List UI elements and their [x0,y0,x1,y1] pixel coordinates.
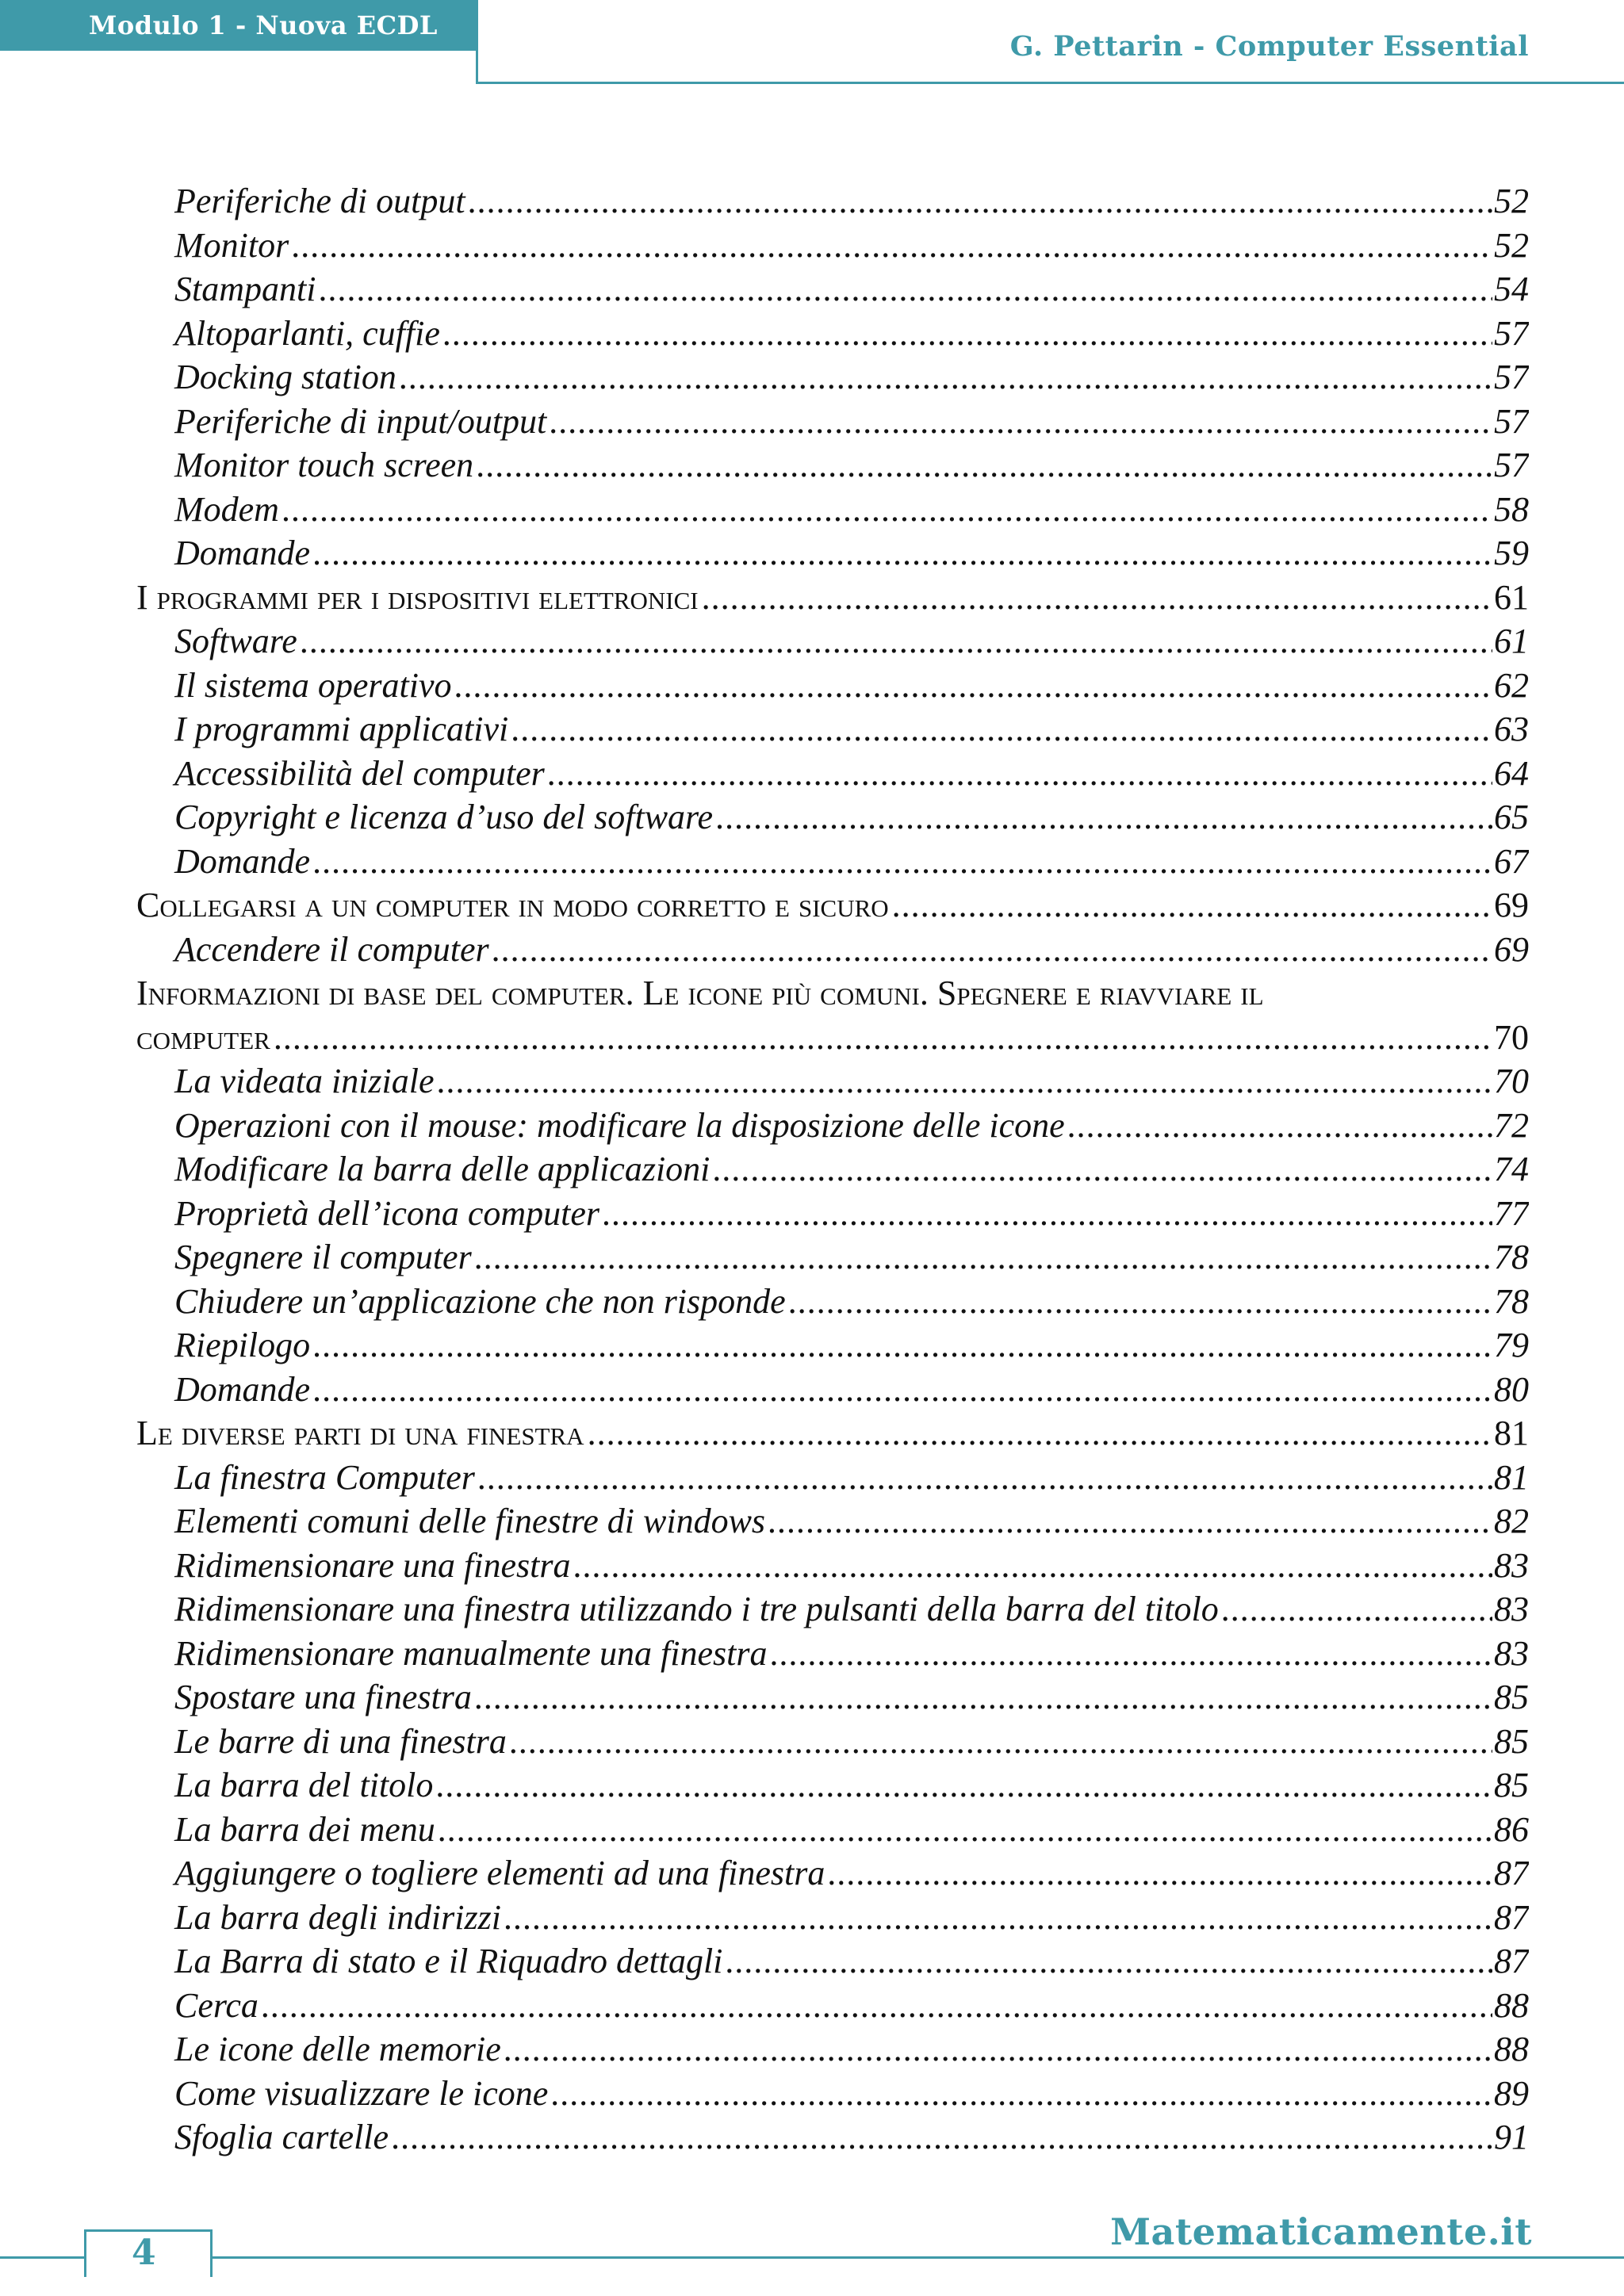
footer-divider [0,2256,1624,2259]
toc-subentry [136,795,1529,840]
toc-page-number: 88 [1494,2030,1529,2068]
toc-dot-leader [313,1368,1492,1412]
page-number: 4 [132,2233,156,2273]
toc-page-number: 57 [1494,446,1529,484]
toc-dot-leader [439,1808,1492,1852]
toc-section-entry [136,1016,1529,1060]
toc-dot-leader [455,664,1492,708]
toc-entry-title: Le icone delle memorie [174,2030,501,2068]
header-divider-vertical [476,0,478,84]
toc-entry-title: Copyright e licenza d’uso del software [174,798,714,836]
toc-page-number: 57 [1494,313,1529,353]
toc-dot-leader [713,1147,1492,1192]
toc-page-number: 87 [1494,1854,1529,1892]
toc-entry-title: Domande [174,1369,311,1409]
toc-page-number: 52 [1494,225,1529,265]
toc-page-number: 72 [1494,1105,1529,1145]
toc-entry-title: Chiudere un’applicazione che non risponde [174,1281,786,1321]
toc-subentry [136,1632,1529,1676]
toc-subentry [136,355,1529,400]
toc-page-number: 61 [1494,622,1529,660]
toc-entry-title: Domande [174,534,311,572]
toc-page-number: 85 [1494,1721,1529,1761]
toc-dot-leader [313,1323,1492,1368]
toc-page-number: 85 [1494,1766,1529,1804]
toc-dot-leader [282,488,1492,532]
toc-dot-leader [588,1411,1492,1456]
toc-page-number: 87 [1494,1942,1529,1980]
toc-section-entry [136,1411,1529,1456]
toc-subentry [136,1675,1529,1720]
toc-page-number: 58 [1494,489,1529,529]
toc-entry-title: Stampanti [174,270,316,308]
toc-page-number: 57 [1494,401,1529,441]
toc-page-number: 64 [1494,753,1529,793]
toc-entry-title: I programmi applicativi [174,710,509,748]
toc-subentry [136,1368,1529,1412]
toc-subentry [136,1720,1529,1764]
module-tab-label: Modulo 1 - Nuova ECDL [89,10,438,40]
toc-page-number: 57 [1494,358,1529,396]
toc-page-number: 85 [1494,1678,1529,1716]
toc-entry-title: La barra degli indirizzi [174,1897,501,1937]
toc-subentry [136,1763,1529,1808]
toc-subentry [136,2072,1529,2116]
toc-dot-leader [475,1235,1492,1280]
toc-page-number: 81 [1494,1414,1529,1452]
toc-subentry [136,752,1529,796]
toc-subentry [136,707,1529,752]
toc-page-number: 87 [1494,1897,1529,1937]
toc-entry-title: Accessibilità del computer [174,753,545,793]
toc-subentry [136,531,1529,576]
toc-subentry [136,2027,1529,2072]
toc-entry-title: La finestra Computer [174,1457,475,1497]
toc-page-number: 78 [1494,1281,1529,1321]
toc-entry-title: Ridimensionare una finestra [174,1545,571,1585]
toc-dot-leader [892,883,1492,928]
toc-dot-leader [603,1192,1492,1236]
toc-subentry [136,1456,1529,1500]
toc-entry-title: computer [136,1017,270,1057]
toc-entry-title: Sfoglia cartelle [174,2118,389,2156]
toc-page-number: 78 [1494,1238,1529,1276]
toc-subentry [136,224,1529,268]
toc-entry-title: Aggiungere o togliere elementi ad una finestra [174,1854,825,1892]
toc-dot-leader [726,1939,1492,1984]
toc-page-number: 91 [1494,2118,1529,2156]
toc-entry-title: La videata iniziale [174,1062,435,1100]
toc-entry-title: Software [174,622,297,660]
toc-dot-leader [436,1763,1492,1808]
toc-dot-leader [492,928,1492,972]
toc-dot-leader [475,1675,1492,1720]
toc-page-number: 74 [1494,1150,1529,1188]
toc-page-number: 89 [1494,2073,1529,2113]
book-title: G. Pettarin - Computer Essential [1009,30,1529,63]
toc-entry-title: Informazioni di base del computer. Le icone più comuni. Spegnere e riavviare il [136,974,1264,1012]
toc-entry-title: La barra del titolo [174,1766,434,1804]
toc-entry-title: Le diverse parti di una finestra [136,1414,584,1452]
toc-page-number: 59 [1494,534,1529,572]
toc-subentry [136,179,1529,224]
toc-page-number: 65 [1494,798,1529,836]
toc-dot-leader [1222,1587,1492,1632]
toc-dot-leader [504,1896,1492,1940]
toc-subentry [136,1984,1529,2028]
toc-subentry [136,840,1529,884]
toc-section-entry [136,883,1529,928]
toc-subentry [136,1587,1529,1632]
toc-dot-leader [400,355,1492,400]
toc-entry-title: Riepilogo [174,1326,311,1364]
toc-subentry [136,1192,1529,1236]
toc-page-number: 62 [1494,665,1529,705]
table-of-contents [136,179,1529,2160]
toc-page-number: 79 [1494,1326,1529,1364]
toc-entry-title: Modem [174,489,279,529]
toc-page-number: 67 [1494,841,1529,881]
toc-page-number: 70 [1494,1062,1529,1100]
toc-page-number: 83 [1494,1590,1529,1628]
toc-entry-title: Periferiche di output [174,182,465,220]
toc-dot-leader [438,1059,1492,1104]
toc-dot-leader [716,795,1492,840]
toc-dot-leader [510,1720,1492,1764]
toc-entry-title: I programmi per i dispositivi elettronici [136,577,699,617]
toc-dot-leader [319,267,1492,312]
toc-page-number: 83 [1494,1633,1529,1673]
toc-subentry [136,1939,1529,1984]
toc-dot-leader [301,619,1492,664]
toc-page-number: 61 [1494,577,1529,617]
toc-dot-leader [469,179,1492,224]
toc-entry-title: Spostare una finestra [174,1678,472,1716]
toc-dot-leader [548,752,1492,796]
toc-page-number: 69 [1494,929,1529,969]
toc-entry-title: Collegarsi a un computer in modo corretto e sicuro [136,886,889,924]
toc-page-number: 52 [1494,182,1529,220]
toc-page-number: 69 [1494,886,1529,924]
toc-entry-title: Ridimensionare una finestra utilizzando i tre pulsanti della barra del titolo [174,1590,1219,1628]
toc-dot-leader [511,707,1492,752]
toc-dot-leader [771,1632,1492,1676]
toc-entry-title: Accendere il computer [174,929,489,969]
toc-subentry [136,488,1529,532]
site-brand: Matematicamente.it [1110,2210,1532,2253]
toc-subentry [136,1059,1529,1104]
toc-subentry [136,928,1529,972]
toc-dot-leader [573,1544,1492,1588]
toc-entry-title: Ridimensionare manualmente una finestra [174,1633,768,1673]
header-divider-horizontal [476,82,1624,84]
toc-page-number: 82 [1494,1502,1529,1540]
toc-dot-leader [443,312,1492,356]
toc-entry-title: La barra dei menu [174,1809,435,1849]
toc-subentry [136,2115,1529,2160]
toc-dot-leader [551,2072,1492,2116]
toc-entry-title: Elementi comuni delle finestre di windows [174,1502,766,1540]
toc-dot-leader [392,2115,1492,2160]
toc-subentry [136,1104,1529,1148]
toc-subentry [136,1896,1529,1940]
toc-entry-title: Le barre di una finestra [174,1721,507,1761]
toc-page-number: 77 [1494,1193,1529,1233]
toc-subentry [136,619,1529,664]
toc-subentry [136,1499,1529,1544]
toc-entry-title: Come visualizzare le icone [174,2073,549,2113]
toc-dot-leader [1068,1104,1492,1148]
toc-subentry [136,1808,1529,1852]
toc-page-number: 54 [1494,270,1529,308]
toc-entry-title: Operazioni con il mouse: modificare la disposizione delle icone [174,1105,1065,1145]
toc-dot-leader [313,840,1492,884]
toc-dot-leader [702,576,1492,620]
toc-section-entry [136,971,1529,1016]
toc-dot-leader [274,1016,1492,1060]
toc-entry-title: La Barra di stato e il Riquadro dettagli [174,1942,723,1980]
toc-page-number: 81 [1494,1457,1529,1497]
toc-entry-title: Domande [174,841,311,881]
toc-dot-leader [789,1280,1492,1324]
toc-entry-title: Monitor [174,225,289,265]
toc-entry-title: Il sistema operativo [174,665,452,705]
toc-subentry [136,400,1529,444]
toc-subentry [136,267,1529,312]
toc-entry-title: Docking station [174,358,396,396]
toc-subentry [136,1544,1529,1588]
toc-page-number: 86 [1494,1809,1529,1849]
toc-page-number: 83 [1494,1545,1529,1585]
toc-dot-leader [828,1851,1492,1896]
toc-subentry [136,443,1529,488]
toc-dot-leader [313,531,1492,576]
toc-subentry [136,312,1529,356]
toc-entry-title: Modificare la barra delle applicazioni [174,1150,710,1188]
toc-subentry [136,1851,1529,1896]
toc-section-entry [136,576,1529,620]
toc-dot-leader [768,1499,1492,1544]
toc-dot-leader [478,1456,1492,1500]
toc-page-number: 70 [1494,1017,1529,1057]
toc-page-number: 88 [1494,1985,1529,2025]
toc-dot-leader [504,2027,1492,2072]
toc-dot-leader [477,443,1492,488]
toc-entry-title: Periferiche di input/output [174,401,547,441]
toc-entry-title: Altoparlanti, cuffie [174,313,440,353]
toc-page-number: 63 [1494,710,1529,748]
toc-entry-title: Proprietà dell’icona computer [174,1193,600,1233]
toc-subentry [136,1323,1529,1368]
toc-entry-title: Monitor touch screen [174,446,474,484]
toc-dot-leader [262,1984,1492,2028]
toc-page-number: 80 [1494,1369,1529,1409]
toc-subentry [136,1280,1529,1324]
toc-subentry [136,1147,1529,1192]
toc-dot-leader [550,400,1492,444]
toc-entry-title: Cerca [174,1985,259,2025]
module-tab [0,0,477,51]
toc-dot-leader [292,224,1492,268]
toc-entry-title: Spegnere il computer [174,1238,472,1276]
toc-subentry [136,664,1529,708]
toc-subentry [136,1235,1529,1280]
